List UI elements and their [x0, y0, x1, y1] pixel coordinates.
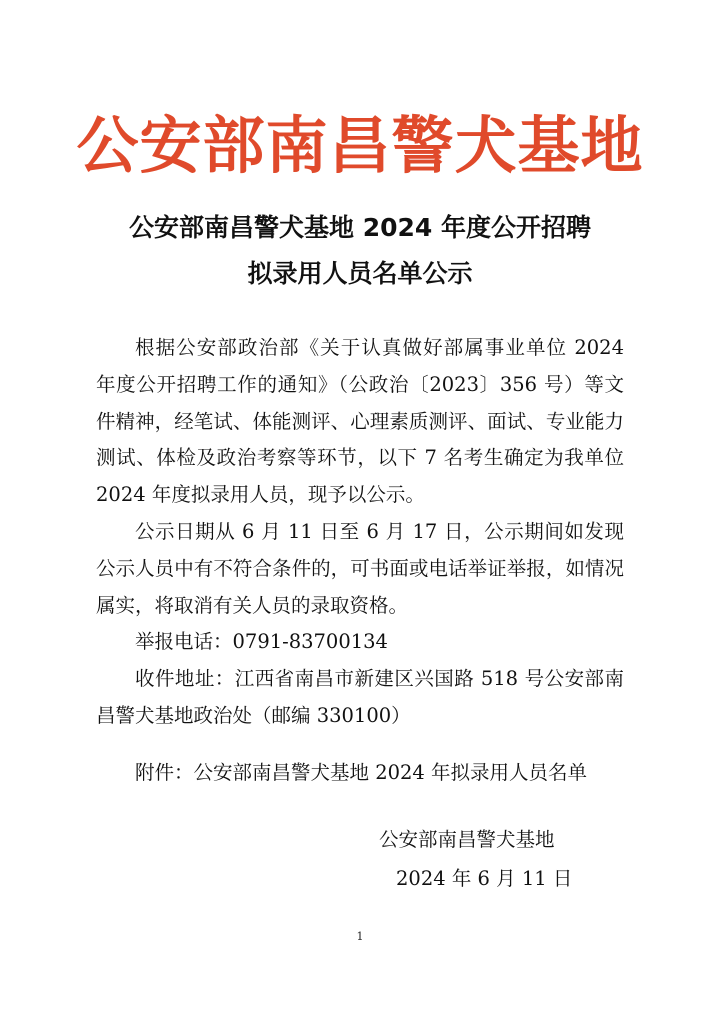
body-paragraph: 根据公安部政治部《关于认真做好部属事业单位 2024 年度公开招聘工作的通知》（公政治〔2023〕356 号）等文件精神，经笔试、体能测评、心理素质测评、面试、专业能力测试、体检及政治考察等环节，以下 7 名考生确定为我单位 2024 年度拟录用人员，现予以公示。 [96, 336, 624, 507]
attachment-note: 附件：公安部南昌警犬基地 2024 年拟录用人员名单 [135, 761, 588, 784]
body-paragraph: 公示日期从 6 月 11 日至 6 月 17 日，公示期间如发现公示人员中有不符合条件的，可书面或电话举证举报，如情况属实，将取消有关人员的录取资格。 [96, 519, 624, 617]
page-number: 1 [356, 930, 364, 943]
mailing-address-line: 收件地址：江西省南昌市新建区兴国路 518 号公安部南昌警犬基地政治处（邮编 330100） [96, 667, 624, 727]
signature-organization: 公安部南昌警犬基地 [379, 828, 555, 851]
document-body [96, 330, 624, 735]
document-title-line-1: 公安部南昌警犬基地 2024 年度公开招聘 [129, 213, 591, 242]
report-phone-line: 举报电话：0791-83700134 [135, 630, 388, 654]
signature-date: 2024 年 6 月 11 日 [396, 867, 573, 890]
document-title-line-2: 拟录用人员名单公示 [247, 259, 473, 288]
red-masthead: 公安部南昌警犬基地 [76, 109, 644, 182]
